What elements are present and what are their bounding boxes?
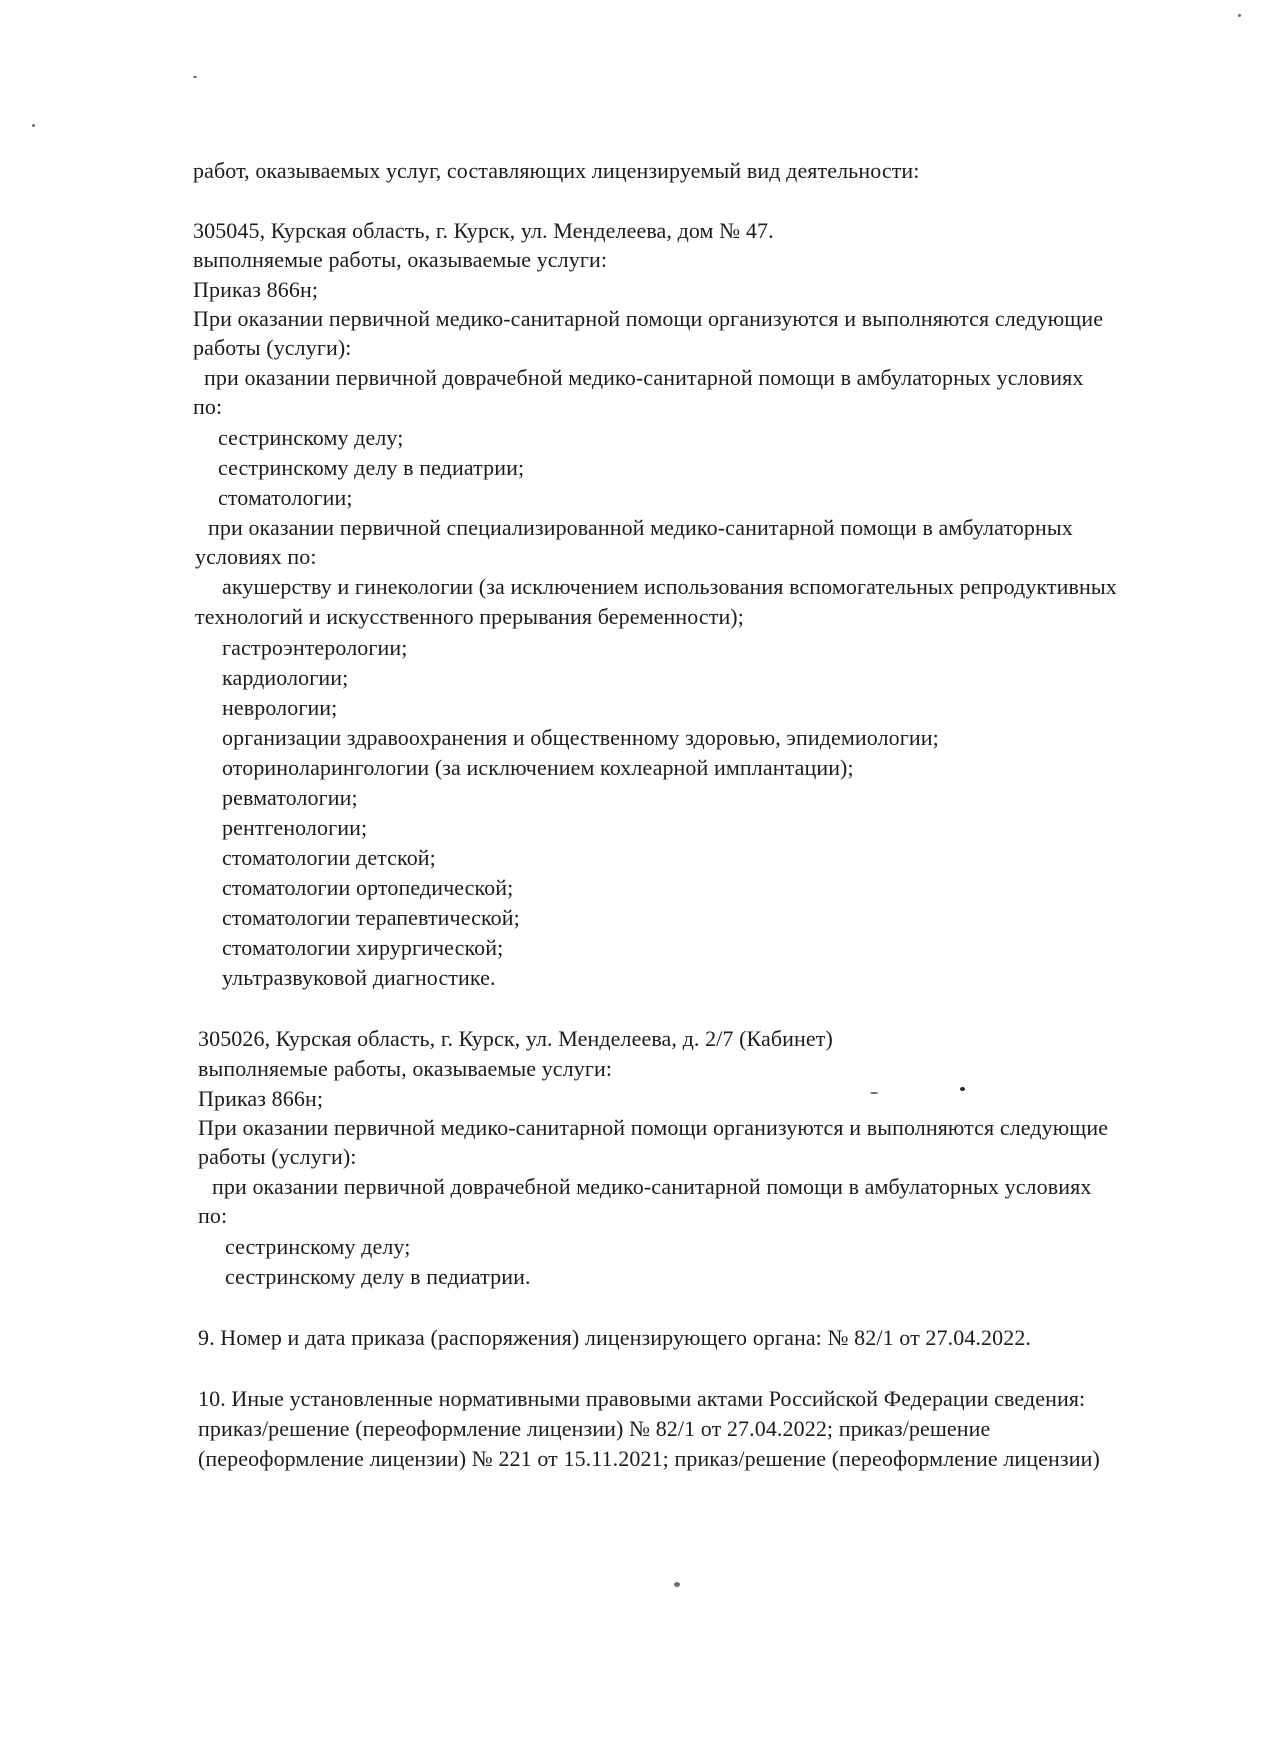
- section-10-line-1: 10. Иные установленные нормативными правовыми актами Российской Федерации сведения:: [198, 1386, 1086, 1411]
- premed-2-item: сестринскому делу;: [225, 1234, 411, 1259]
- spec-1-item: рентгенологии;: [222, 815, 368, 840]
- premed-2-item: сестринскому делу в педиатрии.: [225, 1264, 531, 1289]
- address-2: 305026, Курская область, г. Курск, ул. Менделеева, д. 2/7 (Кабинет): [198, 1026, 833, 1051]
- spec-1-item: ревматологии;: [222, 785, 358, 810]
- intro-2-line-2: работы (услуги):: [198, 1144, 357, 1169]
- spec-1-item: стоматологии детской;: [222, 845, 436, 870]
- premed-1-line-2: по:: [193, 394, 223, 419]
- premed-1-item: стоматологии;: [218, 485, 353, 510]
- premed-1-item: сестринскому делу;: [218, 425, 404, 450]
- spec-1-line-2: условиях по:: [195, 544, 317, 569]
- address-1: 305045, Курская область, г. Курск, ул. Менделеева, дом № 47.: [193, 218, 774, 243]
- spec-1-item: организации здравоохранения и общественному здоровью, эпидемиологии;: [222, 725, 939, 750]
- spec-1-item: оториноларингологии (за исключением кохлеарной имплантации);: [222, 755, 854, 780]
- intro-2-line-1: При оказании первичной медико-санитарной помощи организуются и выполняются следующие: [198, 1115, 1109, 1140]
- scan-speck: [870, 1092, 878, 1094]
- order-1: Приказ 866н;: [193, 277, 319, 302]
- scan-speck: [32, 124, 35, 127]
- spec-1-first-line-2: технологий и искусственного прерывания беременности);: [195, 604, 744, 629]
- premed-2-line-1: при оказании первичной доврачебной медико-санитарной помощи в амбулаторных условиях: [212, 1174, 1092, 1199]
- scan-speck: [193, 76, 197, 78]
- section-10-line-2: приказ/решение (переоформление лицензии) № 82/1 от 27.04.2022; приказ/решение: [198, 1416, 991, 1441]
- works-label-1: выполняемые работы, оказываемые услуги:: [193, 247, 608, 272]
- order-2: Приказ 866н;: [198, 1086, 324, 1111]
- spec-1-item: кардиологии;: [222, 665, 349, 690]
- scan-speck: [1238, 14, 1241, 17]
- spec-1-item: стоматологии хирургической;: [222, 935, 504, 960]
- spec-1-line-1: при оказании первичной специализированной медико-санитарной помощи в амбулаторных: [208, 515, 1073, 540]
- works-label-2: выполняемые работы, оказываемые услуги:: [198, 1056, 613, 1081]
- section-10-line-3: (переоформление лицензии) № 221 от 15.11.2021; приказ/решение (переоформление лицензии): [198, 1446, 1100, 1471]
- premed-1-item: сестринскому делу в педиатрии;: [218, 455, 525, 480]
- spec-1-item: неврологии;: [222, 695, 338, 720]
- premed-2-line-2: по:: [198, 1203, 228, 1228]
- spec-1-item: ультразвуковой диагностике.: [222, 965, 496, 990]
- spec-1-item: стоматологии терапевтической;: [222, 905, 520, 930]
- scan-speck: [960, 1087, 965, 1091]
- spec-1-item: стоматологии ортопедической;: [222, 875, 514, 900]
- intro-1-line-2: работы (услуги):: [193, 335, 352, 360]
- section-9: 9. Номер и дата приказа (распоряжения) лицензирующего органа: № 82/1 от 27.04.2022.: [198, 1325, 1032, 1350]
- intro-1-line-1: При оказании первичной медико-санитарной помощи организуются и выполняются следующие: [193, 306, 1104, 331]
- premed-1-line-1: при оказании первичной доврачебной медико-санитарной помощи в амбулаторных условиях: [204, 365, 1084, 390]
- spec-1-item: гастроэнтерологии;: [222, 635, 408, 660]
- intro-line: работ, оказываемых услуг, составляющих лицензируемый вид деятельности:: [193, 158, 920, 183]
- spec-1-first-line-1: акушерству и гинекологии (за исключением использования вспомогательных репродуктивных: [222, 574, 1117, 599]
- scan-speck: [674, 1582, 680, 1587]
